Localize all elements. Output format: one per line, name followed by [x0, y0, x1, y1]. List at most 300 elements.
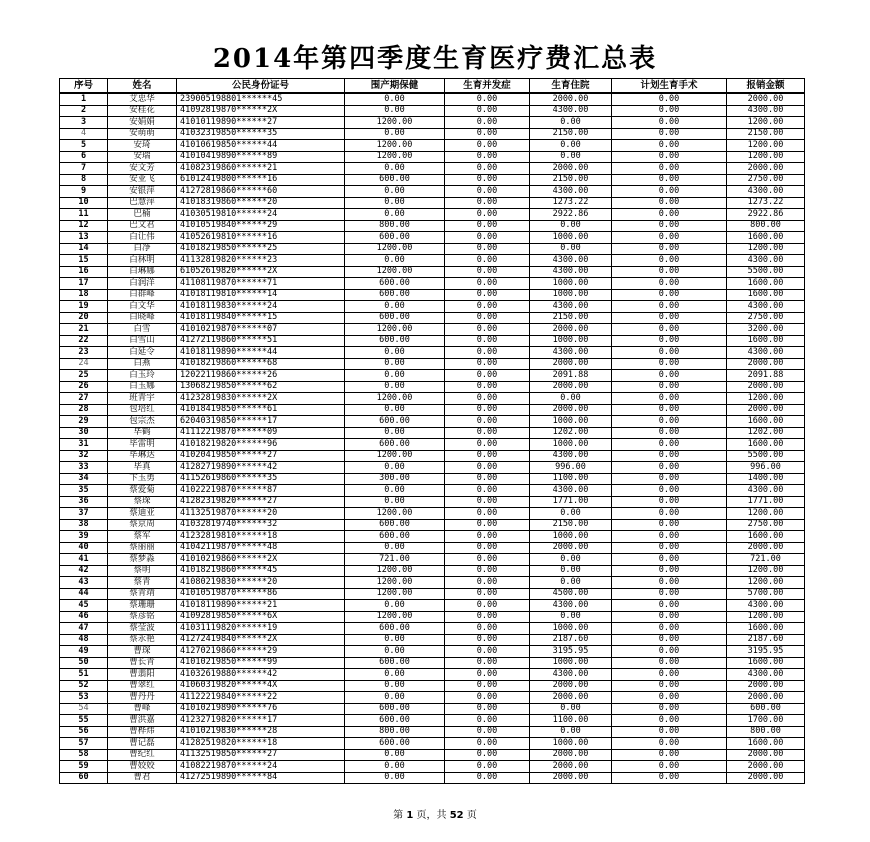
cell-seq: 2: [60, 105, 108, 117]
cell-hospitalization: 2150.00: [530, 128, 612, 140]
cell-id-number: 41018219860******68: [177, 358, 345, 370]
summary-table: [59, 78, 805, 784]
cell-seq: 59: [60, 761, 108, 773]
cell-name: 白让伟: [108, 232, 177, 244]
cell-family-planning-surgery: 0.00: [612, 715, 727, 727]
cell-seq: 15: [60, 255, 108, 267]
cell-prenatal-care: 600.00: [345, 657, 445, 669]
cell-hospitalization: 4300.00: [530, 669, 612, 681]
cell-seq: 34: [60, 473, 108, 485]
cell-seq: 4: [60, 128, 108, 140]
table-row: [60, 266, 805, 278]
cell-name: 毕雷明: [108, 439, 177, 451]
cell-complication: 0.00: [445, 680, 530, 692]
cell-family-planning-surgery: 0.00: [612, 611, 727, 623]
cell-id-number: 41030519810******24: [177, 209, 345, 221]
cell-id-number: 41132819820******23: [177, 255, 345, 267]
cell-complication: 0.00: [445, 416, 530, 428]
cell-id-number: 41082219870******24: [177, 761, 345, 773]
cell-name: 白琳娜: [108, 266, 177, 278]
table-row: [60, 657, 805, 669]
table-row: [60, 473, 805, 485]
current-page-number: 1: [406, 810, 414, 821]
footer-suffix: 页: [466, 810, 477, 821]
cell-id-number: 41018419850******61: [177, 404, 345, 416]
cell-name: 毕真: [108, 462, 177, 474]
cell-prenatal-care: 0.00: [345, 772, 445, 784]
table-row: [60, 496, 805, 508]
cell-id-number: 41010519840******29: [177, 220, 345, 232]
cell-id-number: 41112219870******09: [177, 427, 345, 439]
cell-name: 白润洋: [108, 278, 177, 290]
table-row: [60, 703, 805, 715]
table-header-row: [60, 79, 805, 94]
cell-prenatal-care: 600.00: [345, 278, 445, 290]
cell-id-number: 41018119890******44: [177, 347, 345, 359]
cell-name: 曹翠红: [108, 680, 177, 692]
cell-prenatal-care: 0.00: [345, 496, 445, 508]
cell-reimbursement: 2750.00: [727, 312, 805, 324]
cell-complication: 0.00: [445, 565, 530, 577]
cell-prenatal-care: 600.00: [345, 174, 445, 186]
cell-hospitalization: 4300.00: [530, 301, 612, 313]
cell-id-number: 41032819740******32: [177, 519, 345, 531]
cell-seq: 24: [60, 358, 108, 370]
cell-complication: 0.00: [445, 243, 530, 255]
cell-prenatal-care: 1200.00: [345, 324, 445, 336]
cell-reimbursement: 800.00: [727, 220, 805, 232]
cell-hospitalization: 2000.00: [530, 163, 612, 175]
table-row: [60, 761, 805, 773]
cell-name: 艾忠华: [108, 93, 177, 105]
cell-seq: 19: [60, 301, 108, 313]
cell-id-number: 41018119890******21: [177, 600, 345, 612]
table-row: [60, 117, 805, 129]
cell-seq: 40: [60, 542, 108, 554]
cell-family-planning-surgery: 0.00: [612, 404, 727, 416]
cell-id-number: 239005198801******45: [177, 93, 345, 105]
cell-family-planning-surgery: 0.00: [612, 772, 727, 784]
cell-seq: 50: [60, 657, 108, 669]
cell-hospitalization: 1000.00: [530, 439, 612, 451]
col-header-reimbursement: 报销金额: [727, 79, 805, 94]
cell-family-planning-surgery: 0.00: [612, 577, 727, 589]
cell-prenatal-care: 1200.00: [345, 588, 445, 600]
cell-name: 安文芳: [108, 163, 177, 175]
cell-hospitalization: 1771.00: [530, 496, 612, 508]
cell-family-planning-surgery: 0.00: [612, 105, 727, 117]
cell-family-planning-surgery: 0.00: [612, 347, 727, 359]
cell-reimbursement: 1200.00: [727, 117, 805, 129]
cell-complication: 0.00: [445, 289, 530, 301]
cell-complication: 0.00: [445, 209, 530, 221]
cell-name: 曹桦炜: [108, 726, 177, 738]
cell-prenatal-care: 1200.00: [345, 508, 445, 520]
cell-hospitalization: 1000.00: [530, 416, 612, 428]
cell-family-planning-surgery: 0.00: [612, 186, 727, 198]
cell-reimbursement: 1273.22: [727, 197, 805, 209]
cell-complication: 0.00: [445, 151, 530, 163]
cell-name: 卞玉勇: [108, 473, 177, 485]
cell-seq: 20: [60, 312, 108, 324]
cell-complication: 0.00: [445, 634, 530, 646]
cell-seq: 30: [60, 427, 108, 439]
table-row: [60, 312, 805, 324]
cell-id-number: 41010219890******76: [177, 703, 345, 715]
cell-id-number: 41010219830******28: [177, 726, 345, 738]
cell-seq: 31: [60, 439, 108, 451]
cell-reimbursement: 1600.00: [727, 657, 805, 669]
cell-reimbursement: 1600.00: [727, 439, 805, 451]
cell-hospitalization: 0.00: [530, 140, 612, 152]
cell-id-number: 41052619810******16: [177, 232, 345, 244]
table-row: [60, 197, 805, 209]
cell-hospitalization: 4300.00: [530, 266, 612, 278]
cell-prenatal-care: 1200.00: [345, 565, 445, 577]
table-row: [60, 554, 805, 566]
cell-id-number: 41232819830******2X: [177, 393, 345, 405]
table-row: [60, 370, 805, 382]
cell-reimbursement: 5500.00: [727, 266, 805, 278]
table-row: [60, 439, 805, 451]
cell-seq: 1: [60, 93, 108, 105]
cell-seq: 14: [60, 243, 108, 255]
cell-family-planning-surgery: 0.00: [612, 657, 727, 669]
cell-name: 安银萍: [108, 186, 177, 198]
cell-prenatal-care: 1200.00: [345, 117, 445, 129]
cell-prenatal-care: 1200.00: [345, 611, 445, 623]
cell-reimbursement: 2750.00: [727, 174, 805, 186]
cell-complication: 0.00: [445, 186, 530, 198]
cell-complication: 0.00: [445, 726, 530, 738]
cell-complication: 0.00: [445, 347, 530, 359]
cell-id-number: 41010119890******27: [177, 117, 345, 129]
cell-hospitalization: 996.00: [530, 462, 612, 474]
cell-complication: 0.00: [445, 600, 530, 612]
cell-family-planning-surgery: 0.00: [612, 128, 727, 140]
cell-family-planning-surgery: 0.00: [612, 358, 727, 370]
cell-hospitalization: 1000.00: [530, 289, 612, 301]
cell-complication: 0.00: [445, 692, 530, 704]
cell-seq: 52: [60, 680, 108, 692]
table-row: [60, 381, 805, 393]
cell-id-number: 41272419840******2X: [177, 634, 345, 646]
cell-hospitalization: 0.00: [530, 243, 612, 255]
table-row: [60, 531, 805, 543]
cell-id-number: 41272819860******60: [177, 186, 345, 198]
cell-seq: 11: [60, 209, 108, 221]
cell-complication: 0.00: [445, 485, 530, 497]
cell-family-planning-surgery: 0.00: [612, 473, 727, 485]
cell-complication: 0.00: [445, 531, 530, 543]
cell-complication: 0.00: [445, 450, 530, 462]
table-row: [60, 105, 805, 117]
cell-prenatal-care: 600.00: [345, 335, 445, 347]
cell-family-planning-surgery: 0.00: [612, 370, 727, 382]
cell-seq: 28: [60, 404, 108, 416]
cell-id-number: 61052619820******2X: [177, 266, 345, 278]
cell-complication: 0.00: [445, 749, 530, 761]
cell-complication: 0.00: [445, 427, 530, 439]
cell-name: 曹琛: [108, 646, 177, 658]
cell-hospitalization: 1000.00: [530, 335, 612, 347]
cell-prenatal-care: 0.00: [345, 462, 445, 474]
table-row: [60, 542, 805, 554]
cell-id-number: 41018219820******96: [177, 439, 345, 451]
cell-seq: 44: [60, 588, 108, 600]
cell-id-number: 41010219870******07: [177, 324, 345, 336]
cell-seq: 29: [60, 416, 108, 428]
cell-id-number: 41282519820******18: [177, 738, 345, 750]
cell-name: 蔡彦铭: [108, 611, 177, 623]
cell-reimbursement: 3195.95: [727, 646, 805, 658]
cell-name: 安瑞: [108, 151, 177, 163]
cell-hospitalization: 0.00: [530, 220, 612, 232]
cell-name: 安桂花: [108, 105, 177, 117]
cell-id-number: 12022119860******26: [177, 370, 345, 382]
cell-hospitalization: 4300.00: [530, 485, 612, 497]
cell-seq: 53: [60, 692, 108, 704]
cell-family-planning-surgery: 0.00: [612, 531, 727, 543]
cell-reimbursement: 1600.00: [727, 531, 805, 543]
cell-id-number: 41060319820******4X: [177, 680, 345, 692]
cell-id-number: 13068219850******62: [177, 381, 345, 393]
cell-family-planning-surgery: 0.00: [612, 266, 727, 278]
cell-reimbursement: 2000.00: [727, 163, 805, 175]
table-row: [60, 646, 805, 658]
table-row: [60, 427, 805, 439]
cell-reimbursement: 4300.00: [727, 105, 805, 117]
cell-prenatal-care: 0.00: [345, 692, 445, 704]
cell-id-number: 41018119830******24: [177, 301, 345, 313]
cell-name: 蔡军: [108, 531, 177, 543]
cell-seq: 5: [60, 140, 108, 152]
cell-name: 曹姣姣: [108, 761, 177, 773]
cell-id-number: 41010619850******44: [177, 140, 345, 152]
cell-seq: 43: [60, 577, 108, 589]
cell-hospitalization: 4500.00: [530, 588, 612, 600]
table-row: [60, 416, 805, 428]
cell-seq: 23: [60, 347, 108, 359]
cell-family-planning-surgery: 0.00: [612, 220, 727, 232]
cell-name: 曹洪嘉: [108, 715, 177, 727]
cell-seq: 48: [60, 634, 108, 646]
cell-hospitalization: 0.00: [530, 703, 612, 715]
cell-prenatal-care: 600.00: [345, 531, 445, 543]
table-row: [60, 462, 805, 474]
table-row: [60, 772, 805, 784]
cell-complication: 0.00: [445, 473, 530, 485]
cell-id-number: 41018119810******14: [177, 289, 345, 301]
table-row: [60, 163, 805, 175]
cell-prenatal-care: 0.00: [345, 485, 445, 497]
cell-prenatal-care: 300.00: [345, 473, 445, 485]
cell-reimbursement: 4300.00: [727, 255, 805, 267]
cell-prenatal-care: 0.00: [345, 680, 445, 692]
cell-complication: 0.00: [445, 703, 530, 715]
cell-name: 蔡迪亚: [108, 508, 177, 520]
cell-family-planning-surgery: 0.00: [612, 485, 727, 497]
cell-hospitalization: 2000.00: [530, 749, 612, 761]
cell-prenatal-care: 800.00: [345, 726, 445, 738]
cell-complication: 0.00: [445, 393, 530, 405]
cell-family-planning-surgery: 0.00: [612, 738, 727, 750]
cell-family-planning-surgery: 0.00: [612, 462, 727, 474]
cell-prenatal-care: 1200.00: [345, 450, 445, 462]
cell-name: 安娟娟: [108, 117, 177, 129]
col-header-seq: 序号: [60, 79, 108, 94]
cell-seq: 27: [60, 393, 108, 405]
cell-hospitalization: 2000.00: [530, 93, 612, 105]
cell-seq: 16: [60, 266, 108, 278]
cell-seq: 22: [60, 335, 108, 347]
cell-prenatal-care: 0.00: [345, 600, 445, 612]
cell-family-planning-surgery: 0.00: [612, 450, 727, 462]
table-row: [60, 680, 805, 692]
cell-reimbursement: 600.00: [727, 703, 805, 715]
cell-prenatal-care: 0.00: [345, 761, 445, 773]
cell-seq: 37: [60, 508, 108, 520]
cell-seq: 3: [60, 117, 108, 129]
cell-complication: 0.00: [445, 772, 530, 784]
cell-prenatal-care: 600.00: [345, 519, 445, 531]
cell-reimbursement: 1600.00: [727, 278, 805, 290]
cell-prenatal-care: 1200.00: [345, 151, 445, 163]
cell-reimbursement: 4300.00: [727, 347, 805, 359]
cell-prenatal-care: 0.00: [345, 427, 445, 439]
cell-prenatal-care: 600.00: [345, 416, 445, 428]
cell-prenatal-care: 0.00: [345, 634, 445, 646]
table-row: [60, 140, 805, 152]
cell-seq: 60: [60, 772, 108, 784]
cell-family-planning-surgery: 0.00: [612, 278, 727, 290]
cell-family-planning-surgery: 0.00: [612, 634, 727, 646]
cell-family-planning-surgery: 0.00: [612, 381, 727, 393]
cell-hospitalization: 1000.00: [530, 278, 612, 290]
cell-reimbursement: 1600.00: [727, 232, 805, 244]
cell-complication: 0.00: [445, 496, 530, 508]
cell-hospitalization: 0.00: [530, 726, 612, 738]
cell-seq: 38: [60, 519, 108, 531]
cell-name: 白晓峰: [108, 312, 177, 324]
cell-seq: 46: [60, 611, 108, 623]
cell-family-planning-surgery: 0.00: [612, 255, 727, 267]
cell-id-number: 41022219870******87: [177, 485, 345, 497]
cell-reimbursement: 2000.00: [727, 358, 805, 370]
cell-hospitalization: 2000.00: [530, 404, 612, 416]
cell-complication: 0.00: [445, 462, 530, 474]
cell-family-planning-surgery: 0.00: [612, 140, 727, 152]
cell-complication: 0.00: [445, 255, 530, 267]
cell-hospitalization: 2000.00: [530, 761, 612, 773]
cell-id-number: 41018319860******20: [177, 197, 345, 209]
cell-reimbursement: 2000.00: [727, 404, 805, 416]
cell-hospitalization: 1000.00: [530, 232, 612, 244]
cell-reimbursement: 1600.00: [727, 738, 805, 750]
cell-reimbursement: 1400.00: [727, 473, 805, 485]
table-row: [60, 634, 805, 646]
table-row: [60, 485, 805, 497]
cell-hospitalization: 0.00: [530, 611, 612, 623]
table-row: [60, 565, 805, 577]
table-row: [60, 174, 805, 186]
cell-hospitalization: 4300.00: [530, 347, 612, 359]
cell-seq: 51: [60, 669, 108, 681]
cell-id-number: 41010219860******2X: [177, 554, 345, 566]
cell-reimbursement: 2750.00: [727, 519, 805, 531]
cell-name: 曹峰: [108, 703, 177, 715]
cell-seq: 10: [60, 197, 108, 209]
cell-complication: 0.00: [445, 439, 530, 451]
cell-id-number: 61012419800******16: [177, 174, 345, 186]
cell-reimbursement: 1200.00: [727, 565, 805, 577]
cell-reimbursement: 2000.00: [727, 761, 805, 773]
cell-name: 白净: [108, 243, 177, 255]
cell-hospitalization: 1273.22: [530, 197, 612, 209]
cell-hospitalization: 0.00: [530, 393, 612, 405]
cell-id-number: 41132519850******27: [177, 749, 345, 761]
cell-seq: 57: [60, 738, 108, 750]
cell-id-number: 41010519870******86: [177, 588, 345, 600]
cell-family-planning-surgery: 0.00: [612, 703, 727, 715]
cell-name: 曹记磊: [108, 738, 177, 750]
cell-reimbursement: 800.00: [727, 726, 805, 738]
cell-id-number: 41080219830******20: [177, 577, 345, 589]
cell-reimbursement: 5500.00: [727, 450, 805, 462]
cell-name: 包宗杰: [108, 416, 177, 428]
table-row: [60, 335, 805, 347]
table-row: [60, 301, 805, 313]
cell-prenatal-care: 0.00: [345, 370, 445, 382]
cell-complication: 0.00: [445, 358, 530, 370]
cell-name: 白林明: [108, 255, 177, 267]
page-title: 2014年第四季度生育医疗费汇总表: [212, 44, 658, 74]
cell-name: 蔡爱菊: [108, 485, 177, 497]
cell-family-planning-surgery: 0.00: [612, 600, 727, 612]
table-row: [60, 243, 805, 255]
cell-complication: 0.00: [445, 542, 530, 554]
cell-complication: 0.00: [445, 508, 530, 520]
cell-seq: 39: [60, 531, 108, 543]
cell-prenatal-care: 600.00: [345, 232, 445, 244]
col-header-complication: 生育并发症: [445, 79, 530, 94]
cell-family-planning-surgery: 0.00: [612, 726, 727, 738]
cell-hospitalization: 1000.00: [530, 657, 612, 669]
cell-name: 巴楠: [108, 209, 177, 221]
cell-id-number: 41108119870******71: [177, 278, 345, 290]
cell-family-planning-surgery: 0.00: [612, 749, 727, 761]
table-row: [60, 508, 805, 520]
cell-prenatal-care: 0.00: [345, 93, 445, 105]
cell-seq: 26: [60, 381, 108, 393]
cell-id-number: 41018219850******25: [177, 243, 345, 255]
cell-name: 毕琳达: [108, 450, 177, 462]
table-row: [60, 450, 805, 462]
cell-hospitalization: 2000.00: [530, 324, 612, 336]
cell-reimbursement: 4300.00: [727, 301, 805, 313]
cell-seq: 36: [60, 496, 108, 508]
cell-hospitalization: 4300.00: [530, 186, 612, 198]
cell-seq: 58: [60, 749, 108, 761]
cell-seq: 42: [60, 565, 108, 577]
cell-seq: 21: [60, 324, 108, 336]
cell-seq: 7: [60, 163, 108, 175]
cell-family-planning-surgery: 0.00: [612, 646, 727, 658]
cell-seq: 33: [60, 462, 108, 474]
cell-prenatal-care: 0.00: [345, 128, 445, 140]
cell-prenatal-care: 0.00: [345, 404, 445, 416]
cell-complication: 0.00: [445, 278, 530, 290]
